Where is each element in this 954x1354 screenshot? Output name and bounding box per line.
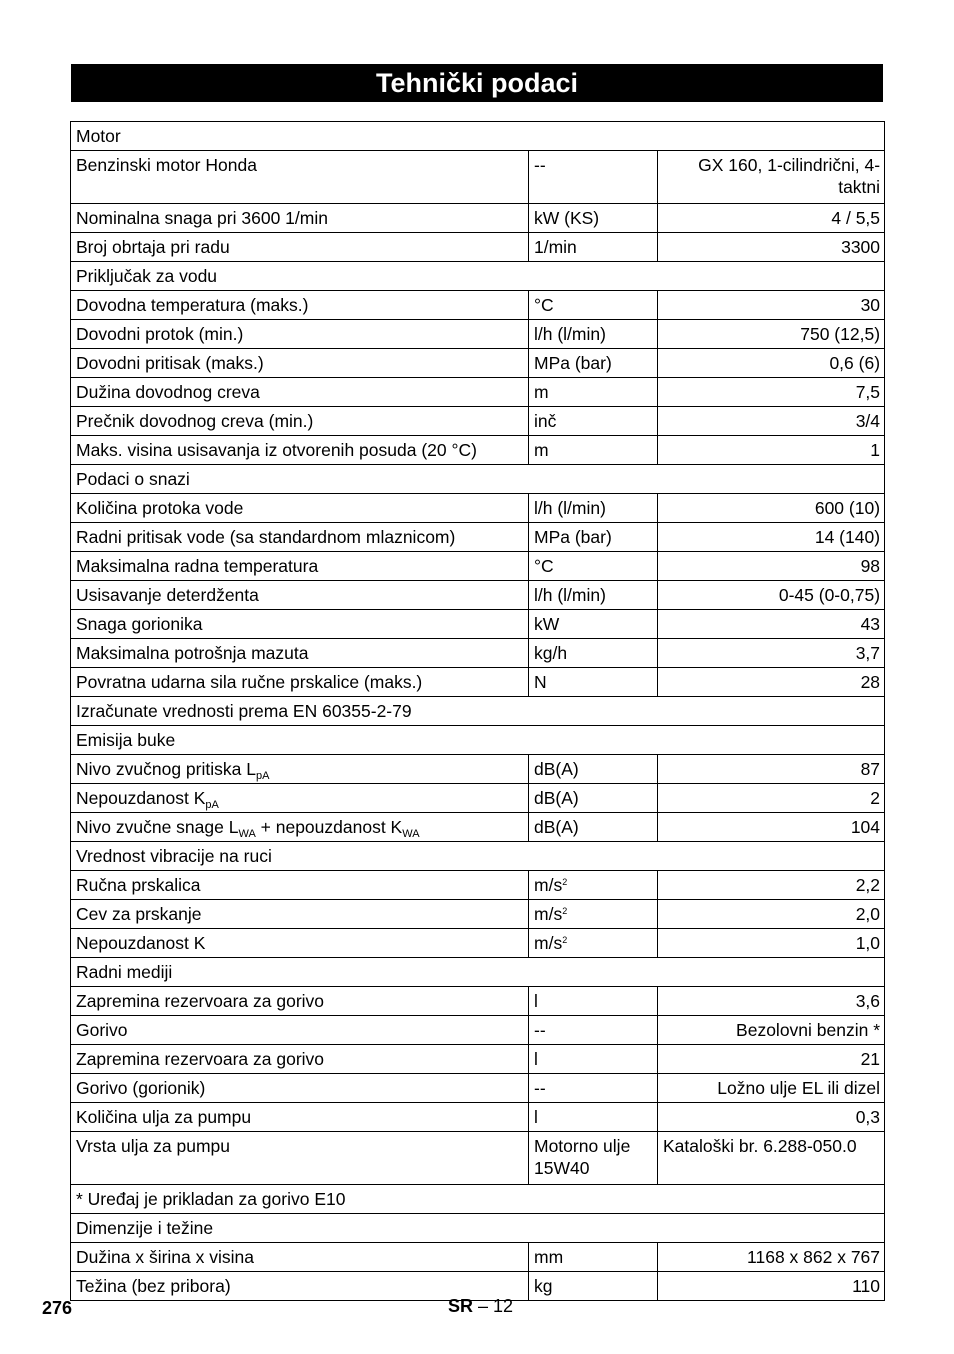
spec-unit-text: m/s xyxy=(534,875,563,895)
spec-label-text: Gorivo (gorionik) xyxy=(76,1078,206,1098)
spec-label xyxy=(71,204,529,233)
spec-unit xyxy=(529,1132,658,1185)
section-row xyxy=(71,1185,885,1214)
spec-unit-text: mm xyxy=(534,1247,564,1267)
table-row xyxy=(71,494,885,523)
section-row xyxy=(71,726,885,755)
spec-label xyxy=(71,1045,529,1074)
spec-label-text: Snaga gorionika xyxy=(76,614,203,634)
spec-label-text: Maks. visina usisavanja iz otvorenih posuda (20 °C) xyxy=(76,440,477,460)
spec-value: 0,3 xyxy=(658,1103,885,1132)
spec-label-text: Dovodna temperatura (maks.) xyxy=(76,295,309,315)
spec-label-text: Benzinski motor Honda xyxy=(76,155,257,175)
spec-unit xyxy=(529,204,658,233)
page-title xyxy=(71,64,883,102)
spec-unit xyxy=(529,1103,658,1132)
table-row xyxy=(71,987,885,1016)
spec-value: 98 xyxy=(658,552,885,581)
spec-unit xyxy=(529,813,658,842)
spec-unit-text: kW (KS) xyxy=(534,208,600,228)
spec-unit-text: l/h (l/min) xyxy=(534,585,606,605)
spec-value: 0-45 (0-0,75) xyxy=(658,581,885,610)
section-row xyxy=(71,842,885,871)
technical-data-table-body xyxy=(71,122,885,1301)
spec-unit-text: dB(A) xyxy=(534,759,579,779)
section-heading: Dimenzije i težine xyxy=(71,1214,885,1243)
spec-label xyxy=(71,755,529,784)
spec-unit xyxy=(529,929,658,958)
spec-label-text-rest: + nepouzdanost K xyxy=(255,817,403,837)
section-row xyxy=(71,1214,885,1243)
table-row xyxy=(71,552,885,581)
spec-value: 43 xyxy=(658,610,885,639)
spec-unit xyxy=(529,407,658,436)
spec-unit xyxy=(529,494,658,523)
spec-label-text: Dužina dovodnog creva xyxy=(76,382,260,402)
spec-label-text: Maksimalna potrošnja mazuta xyxy=(76,643,309,663)
spec-unit-text: m/s xyxy=(534,933,563,953)
spec-unit xyxy=(529,1243,658,1272)
spec-label-text: Zapremina rezervoara za gorivo xyxy=(76,1049,325,1069)
spec-unit xyxy=(529,784,658,813)
spec-value: 2 xyxy=(658,784,885,813)
section-heading: Podaci o snazi xyxy=(71,465,885,494)
spec-value: 0,6 (6) xyxy=(658,349,885,378)
table-row xyxy=(71,1103,885,1132)
spec-label-text: Usisavanje deterdženta xyxy=(76,585,259,605)
spec-label-text: Nivo zvučne snage L xyxy=(76,817,239,837)
spec-unit xyxy=(529,1045,658,1074)
table-row xyxy=(71,291,885,320)
spec-unit xyxy=(529,639,658,668)
spec-value: 21 xyxy=(658,1045,885,1074)
spec-label xyxy=(71,610,529,639)
table-row xyxy=(71,1016,885,1045)
spec-label-subscript-2: WA xyxy=(402,828,420,840)
spec-unit-text: -- xyxy=(534,155,546,175)
spec-unit xyxy=(529,151,658,204)
spec-label-text: Količina protoka vode xyxy=(76,498,244,518)
spec-value: 2,2 xyxy=(658,871,885,900)
spec-unit-superscript: 2 xyxy=(562,935,568,945)
spec-unit-text: N xyxy=(534,672,547,692)
table-row xyxy=(71,610,885,639)
spec-unit-text: kg xyxy=(534,1276,553,1296)
spec-unit xyxy=(529,378,658,407)
table-row xyxy=(71,523,885,552)
table-row xyxy=(71,813,885,842)
spec-unit-text: -- xyxy=(534,1020,546,1040)
table-row xyxy=(71,871,885,900)
spec-unit xyxy=(529,349,658,378)
table-row xyxy=(71,668,885,697)
section-row xyxy=(71,697,885,726)
spec-unit-text: °C xyxy=(534,295,554,315)
table-row xyxy=(71,1132,885,1185)
spec-label xyxy=(71,668,529,697)
spec-label xyxy=(71,320,529,349)
table-row xyxy=(71,1045,885,1074)
spec-value: 1168 x 862 x 767 xyxy=(658,1243,885,1272)
table-row xyxy=(71,407,885,436)
spec-value: 1 xyxy=(658,436,885,465)
spec-value: 30 xyxy=(658,291,885,320)
section-heading: Izračunate vrednosti prema EN 60355-2-79 xyxy=(71,697,885,726)
spec-label-text: Povratna udarna sila ručne prskalice (maks.) xyxy=(76,672,423,692)
spec-label xyxy=(71,581,529,610)
spec-label-text: Nominalna snaga pri 3600 1/min xyxy=(76,208,328,228)
spec-unit-text: °C xyxy=(534,556,554,576)
table-row xyxy=(71,755,885,784)
spec-label-subscript: pA xyxy=(205,799,219,811)
table-row xyxy=(71,233,885,262)
spec-label xyxy=(71,349,529,378)
table-row xyxy=(71,320,885,349)
spec-unit-text: -- xyxy=(534,1078,546,1098)
table-row xyxy=(71,151,885,204)
spec-label xyxy=(71,291,529,320)
table-row xyxy=(71,900,885,929)
spec-unit-text: m xyxy=(534,382,549,402)
spec-value: 104 xyxy=(658,813,885,842)
spec-label xyxy=(71,436,529,465)
spec-unit xyxy=(529,900,658,929)
spec-label xyxy=(71,1016,529,1045)
spec-unit-text: m xyxy=(534,440,549,460)
spec-label xyxy=(71,987,529,1016)
spec-label-text: Gorivo xyxy=(76,1020,128,1040)
spec-unit-text: l/h (l/min) xyxy=(534,498,606,518)
table-row xyxy=(71,929,885,958)
spec-label-text: Količina ulja za pumpu xyxy=(76,1107,252,1127)
spec-label xyxy=(71,233,529,262)
section-row xyxy=(71,958,885,987)
table-row xyxy=(71,639,885,668)
spec-unit xyxy=(529,1016,658,1045)
spec-unit xyxy=(529,668,658,697)
spec-unit-text: l/h (l/min) xyxy=(534,324,606,344)
spec-value: 3,6 xyxy=(658,987,885,1016)
spec-unit xyxy=(529,233,658,262)
spec-label xyxy=(71,407,529,436)
spec-value: 14 (140) xyxy=(658,523,885,552)
section-row xyxy=(71,122,885,151)
spec-label xyxy=(71,871,529,900)
spec-label xyxy=(71,784,529,813)
spec-value: 3300 xyxy=(658,233,885,262)
spec-unit xyxy=(529,552,658,581)
spec-unit xyxy=(529,755,658,784)
spec-unit-superscript: 2 xyxy=(562,877,568,887)
spec-label-text: Maksimalna radna temperatura xyxy=(76,556,319,576)
spec-unit-text: dB(A) xyxy=(534,788,579,808)
spec-value: GX 160, 1-cilindrični, 4-taktni xyxy=(658,151,885,204)
spec-value: 4 / 5,5 xyxy=(658,204,885,233)
spec-label xyxy=(71,378,529,407)
technical-data-table xyxy=(70,121,885,1301)
spec-unit-text: kg/h xyxy=(534,643,568,663)
spec-label-text: Cev za prskanje xyxy=(76,904,202,924)
spec-value: 2,0 xyxy=(658,900,885,929)
spec-label xyxy=(71,1103,529,1132)
section-heading: Vrednost vibracije na ruci xyxy=(71,842,885,871)
spec-value: Kataloški br. 6.288-050.0 xyxy=(658,1132,885,1185)
table-row xyxy=(71,581,885,610)
spec-value: 600 (10) xyxy=(658,494,885,523)
spec-label-subscript: WA xyxy=(238,828,256,840)
table-row xyxy=(71,1243,885,1272)
spec-unit-text: MPa (bar) xyxy=(534,527,612,547)
section-row xyxy=(71,465,885,494)
spec-label xyxy=(71,552,529,581)
spec-label-text: Dovodni pritisak (maks.) xyxy=(76,353,264,373)
spec-value: 110 xyxy=(658,1272,885,1301)
spec-label xyxy=(71,900,529,929)
spec-value: 3/4 xyxy=(658,407,885,436)
page-number: 276 xyxy=(42,1298,73,1318)
spec-unit-text: l xyxy=(534,991,538,1011)
spec-value: 28 xyxy=(658,668,885,697)
spec-unit xyxy=(529,1074,658,1103)
spec-label-text: Radni pritisak vode (sa standardnom mlaznicom) xyxy=(76,527,456,547)
spec-unit-text: l xyxy=(534,1107,538,1127)
spec-value: Bezolovni benzin * xyxy=(658,1016,885,1045)
table-row xyxy=(71,784,885,813)
section-heading: Priključak za vodu xyxy=(71,262,885,291)
spec-unit xyxy=(529,291,658,320)
spec-label-text: Nivo zvučnog pritiska L xyxy=(76,759,256,779)
footer-section xyxy=(448,1296,513,1317)
spec-label xyxy=(71,1074,529,1103)
spec-value: 750 (12,5) xyxy=(658,320,885,349)
spec-label-text: Nepouzdanost K xyxy=(76,933,206,953)
spec-label-subscript: pA xyxy=(255,770,270,782)
spec-unit-text: MPa (bar) xyxy=(534,353,612,373)
spec-unit xyxy=(529,987,658,1016)
spec-label xyxy=(71,929,529,958)
footer-section-page: – 12 xyxy=(478,1296,514,1316)
page-title-text: Tehnički podaci xyxy=(375,67,579,98)
spec-unit-text: m/s xyxy=(534,904,563,924)
spec-label-text: Dužina x širina x visina xyxy=(76,1247,254,1267)
spec-label-text: Zapremina rezervoara za gorivo xyxy=(76,991,325,1011)
table-row xyxy=(71,436,885,465)
footer-language: SR xyxy=(448,1296,474,1316)
spec-label xyxy=(71,1243,529,1272)
table-row xyxy=(71,349,885,378)
table-row xyxy=(71,204,885,233)
spec-unit-text: Motorno ulje 15W40 xyxy=(534,1136,631,1178)
spec-label-text: Nepouzdanost K xyxy=(76,788,206,808)
spec-label xyxy=(71,639,529,668)
section-row xyxy=(71,262,885,291)
spec-value: 3,7 xyxy=(658,639,885,668)
spec-unit xyxy=(529,871,658,900)
spec-label xyxy=(71,151,529,204)
spec-value: Ložno ulje EL ili dizel xyxy=(658,1074,885,1103)
spec-label-text: Prečnik dovodnog creva (min.) xyxy=(76,411,314,431)
spec-label-text: Ručna prskalica xyxy=(76,875,201,895)
spec-unit xyxy=(529,610,658,639)
spec-unit-text: inč xyxy=(534,411,557,431)
section-heading: * Uređaj je prikladan za gorivo E10 xyxy=(71,1185,885,1214)
section-heading: Radni mediji xyxy=(71,958,885,987)
table-row xyxy=(71,1074,885,1103)
spec-label xyxy=(71,523,529,552)
spec-label-text: Vrsta ulja za pumpu xyxy=(76,1136,231,1156)
spec-value: 87 xyxy=(658,755,885,784)
spec-unit xyxy=(529,436,658,465)
spec-unit xyxy=(529,581,658,610)
spec-label xyxy=(71,494,529,523)
section-heading: Motor xyxy=(71,122,885,151)
spec-value: 1,0 xyxy=(658,929,885,958)
spec-value: 7,5 xyxy=(658,378,885,407)
spec-unit-text: kW xyxy=(534,614,560,634)
spec-unit-text: l xyxy=(534,1049,538,1069)
spec-label xyxy=(71,1132,529,1185)
spec-label-text: Težina (bez pribora) xyxy=(76,1276,231,1296)
spec-label-text: Dovodni protok (min.) xyxy=(76,324,244,344)
spec-unit xyxy=(529,1272,658,1301)
spec-unit-text: 1/min xyxy=(534,237,577,257)
spec-unit-text: dB(A) xyxy=(534,817,579,837)
spec-unit-superscript: 2 xyxy=(562,906,568,916)
spec-label xyxy=(71,813,529,842)
section-heading: Emisija buke xyxy=(71,726,885,755)
table-row xyxy=(71,378,885,407)
spec-unit xyxy=(529,523,658,552)
spec-label-text: Broj obrtaja pri radu xyxy=(76,237,230,257)
spec-unit xyxy=(529,320,658,349)
